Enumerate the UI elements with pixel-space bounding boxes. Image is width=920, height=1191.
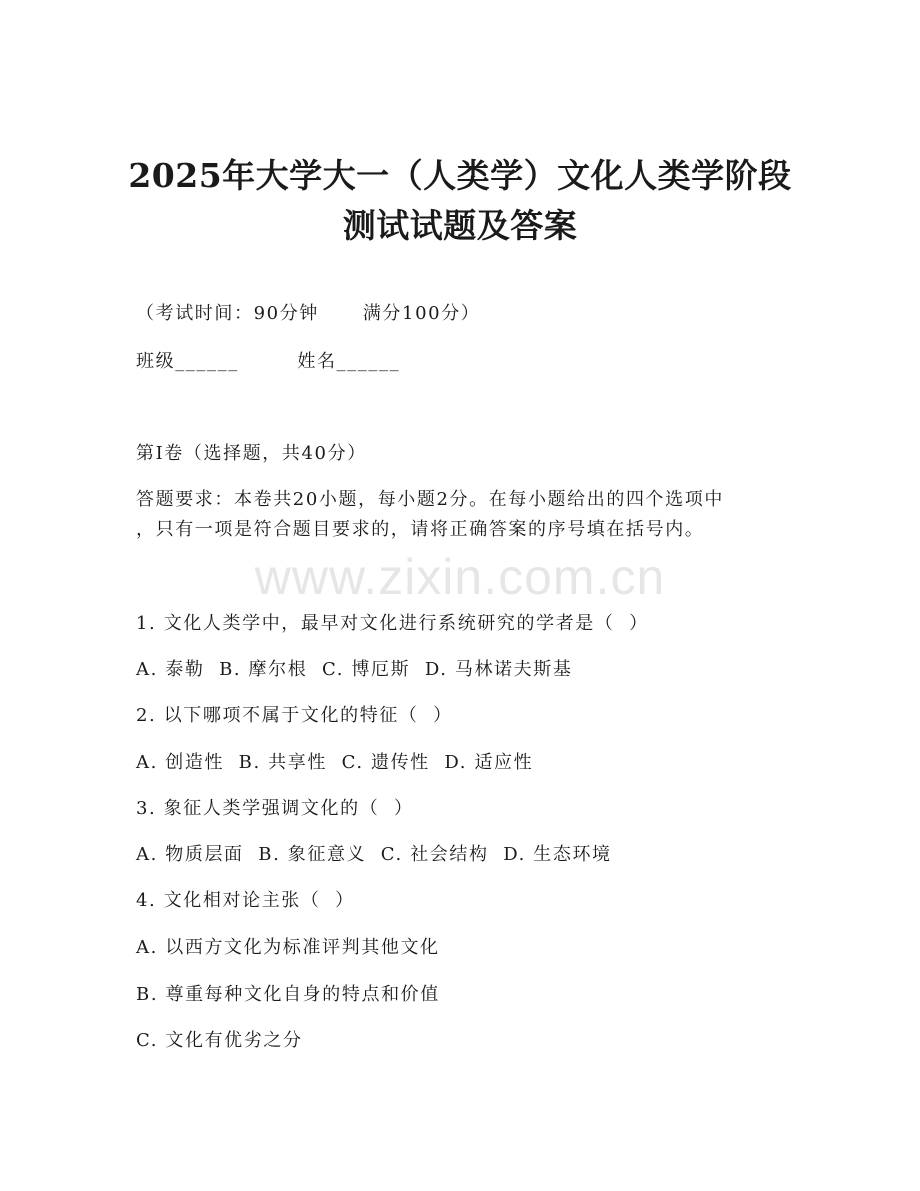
question-1-stem: 1. 文化人类学中，最早对文化进行系统研究的学者是（ ） xyxy=(136,613,649,634)
question-4-option-a: A. 以西方文化为标准评判其他文化 xyxy=(136,937,440,958)
document-title-line-1: 2025年大学大一（人类学）文化人类学阶段 xyxy=(128,156,792,195)
question-2-stem: 2. 以下哪项不属于文化的特征（ ） xyxy=(136,705,453,726)
question-4-stem: 4. 文化相对论主张（ ） xyxy=(136,890,355,911)
question-1-options: A. 泰勒 B. 摩尔根 C. 博厄斯 D. 马林诺夫斯基 xyxy=(136,659,573,680)
instructions-line-2: ，只有一项是符合题目要求的，请将正确答案的序号填在括号内。 xyxy=(136,519,705,540)
instructions-line-1: 答题要求：本卷共20小题，每小题2分。在每小题给出的四个选项中 xyxy=(136,489,724,510)
question-3-stem: 3. 象征人类学强调文化的（ ） xyxy=(136,798,414,819)
section-heading: 第I卷（选择题，共40分） xyxy=(136,443,367,464)
question-4-option-b: B. 尊重每种文化自身的特点和价值 xyxy=(136,984,440,1005)
question-2-options: A. 创造性 B. 共享性 C. 遗传性 D. 适应性 xyxy=(136,752,534,773)
watermark: www.zixin.com.cn xyxy=(254,549,666,605)
question-4-option-c: C. 文化有优劣之分 xyxy=(136,1030,303,1051)
question-3-options: A. 物质层面 B. 象征意义 C. 社会结构 D. 生态环境 xyxy=(136,844,612,865)
class-name-fields: 班级______ 姓名______ xyxy=(136,351,401,372)
document-title-line-2: 测试试题及答案 xyxy=(342,206,578,245)
exam-info: （考试时间：90分钟 满分100分） xyxy=(136,303,481,324)
